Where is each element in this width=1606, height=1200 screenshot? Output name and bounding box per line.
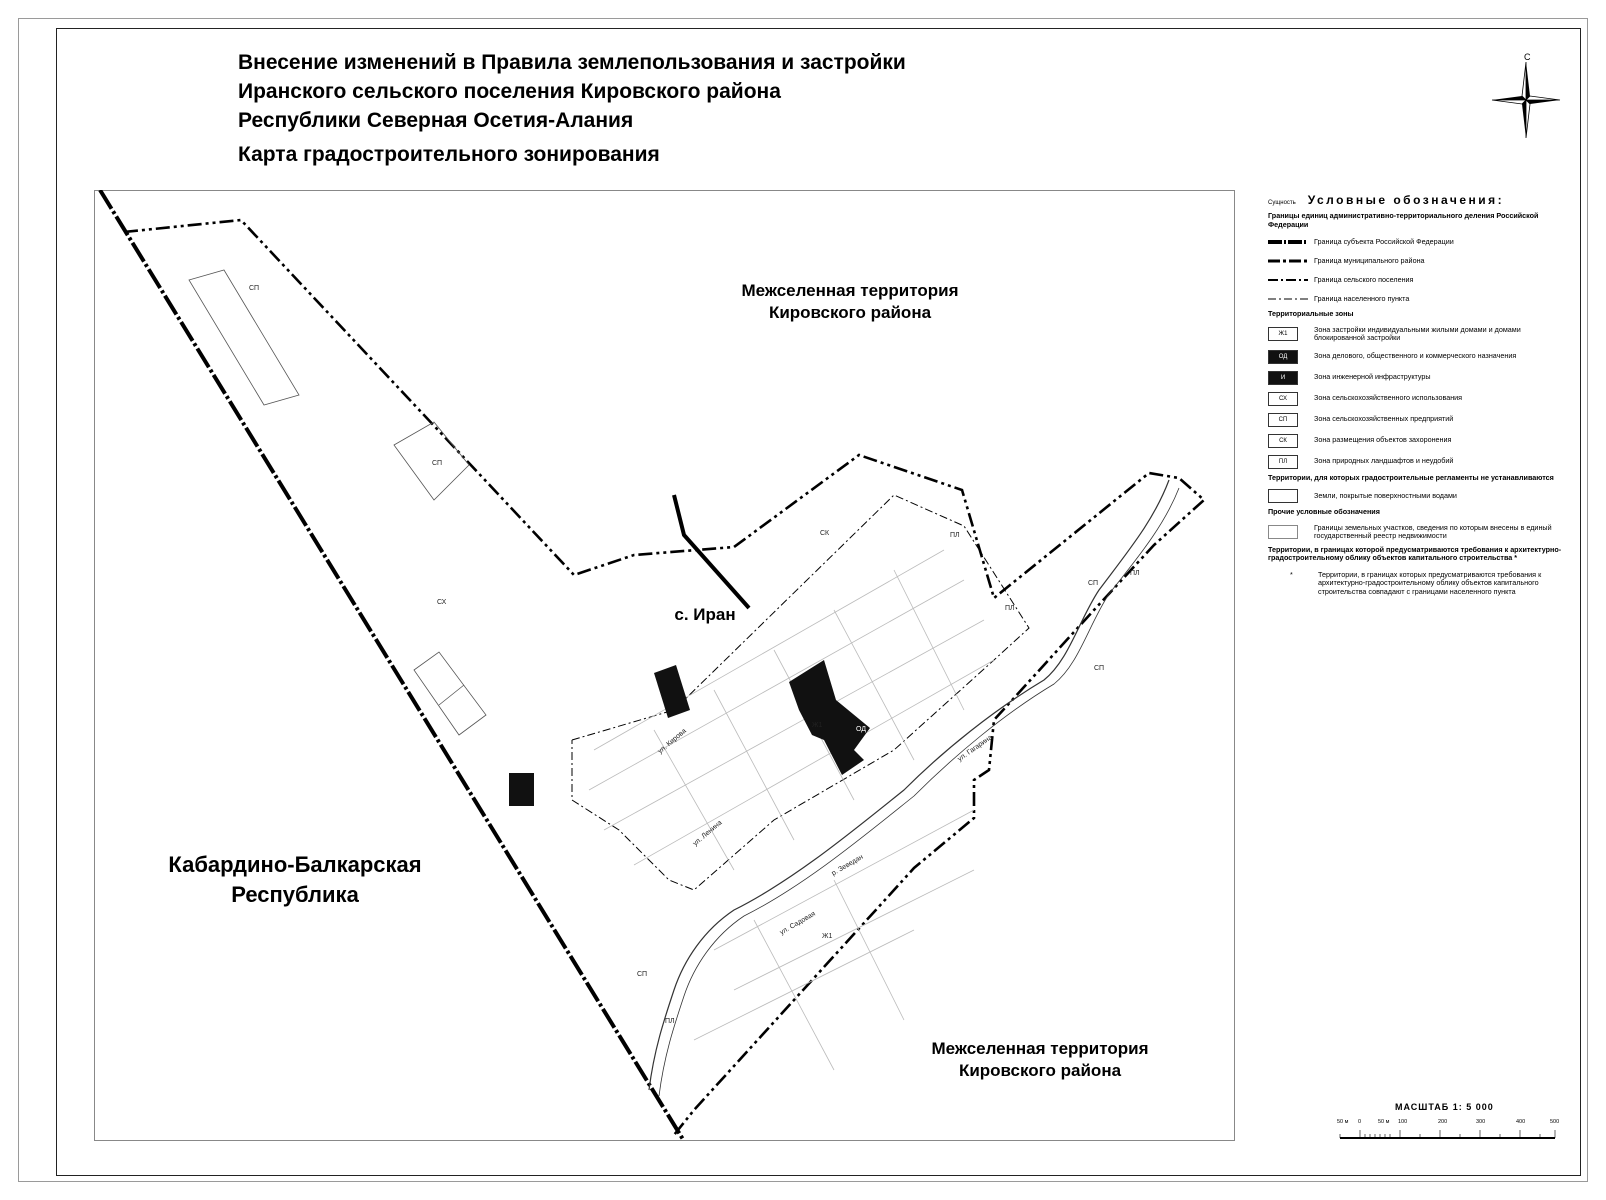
street-label: ул. Кирова [656, 727, 688, 756]
legend-row-zone [1268, 434, 1573, 448]
legend-section-arch: Территории, в границах которой предусматриваются требования к архитектурно-градостроительному облику объектов капитального строительства * [1268, 544, 1562, 562]
legend-section-admin: Границы единиц административно-территориального деления Российской Федерации [1268, 211, 1539, 229]
legend-corner: Сущность [1268, 200, 1296, 206]
map-subtitle: Карта градостроительного зонирования [238, 143, 660, 166]
zone-od-swatch: ОД [1268, 350, 1298, 364]
legend-row-parcels [1268, 524, 1573, 541]
zone-label-od: ОД [856, 726, 867, 733]
kbr-region-label [145, 850, 445, 910]
legend-row-zone [1268, 371, 1573, 385]
legend-label: Земли, покрытые поверхностными водами [1314, 490, 1457, 500]
legend-arch-note [1268, 571, 1573, 597]
zone-label-pl: ПЛ [665, 1018, 675, 1025]
zone-sh-swatch: СХ [1268, 392, 1298, 406]
zone-label-sk: СК [820, 530, 830, 537]
zone-label-sp: СП [1088, 580, 1099, 587]
zone-label-sh: СХ [437, 599, 447, 606]
legend-label: Зона застройки индивидуальными жилыми домами и домами блокированной застройки [1314, 324, 1521, 342]
street-label: ул. Гагарина [956, 734, 994, 763]
zone-pl-swatch: ПЛ [1268, 455, 1298, 469]
scale-tick-label: 200 [1438, 1119, 1448, 1125]
legend-row-locality [1268, 293, 1573, 305]
legend-row-rural-settlement [1268, 274, 1573, 286]
legend-section-noreg: Территории, для которых градостроительные регламенты не устанавливаются [1268, 472, 1554, 482]
scale-tick-label: 0 [1358, 1119, 1362, 1125]
district-boundary-icon [1268, 256, 1308, 266]
parcel-boundary-swatch [1268, 525, 1298, 539]
scale-tick-label: 50 м [1337, 1119, 1349, 1125]
scale-tick-label: 100 [1398, 1119, 1408, 1125]
scale-tick-label: 300 [1476, 1119, 1486, 1125]
zone-sk-swatch: СК [1268, 434, 1298, 448]
legend-row-district [1268, 255, 1573, 267]
zone-zh1-swatch: Ж1 [1268, 327, 1298, 341]
label-line: Межселенная территория [931, 1039, 1149, 1058]
scale-tick-label: 50 м [1378, 1119, 1390, 1125]
legend-section-zones: Территориальные зоны [1268, 309, 1354, 318]
water-swatch [1268, 489, 1298, 503]
legend-section-other: Прочие условные обозначения [1268, 507, 1380, 516]
legend-row-zone [1268, 413, 1573, 427]
legend-row-zone [1268, 350, 1573, 364]
label-line: Межселенная территория [741, 281, 959, 300]
compass-rose-icon [1490, 50, 1562, 140]
zone-label-od: ОД [690, 704, 701, 711]
legend-label: Зона размещения объектов захоронения [1314, 435, 1452, 445]
zone-label-pl: ПЛ [1005, 605, 1015, 612]
zone-label-zh1: Ж1 [812, 722, 823, 729]
legend-label: Граница сельского поселения [1314, 274, 1414, 284]
intersettlement-area-north [720, 280, 980, 324]
scale-title: МАСШТАБ 1: 5 000 [1395, 1102, 1494, 1112]
subject-boundary [100, 190, 684, 1141]
legend-header [1268, 193, 1573, 207]
road-segment [674, 495, 749, 608]
subject-boundary-icon [1268, 237, 1308, 247]
street-label: ул. Садовая [778, 910, 817, 937]
zone-label-sp: СП [249, 285, 260, 292]
legend-label: Зона природных ландшафтов и неудобий [1314, 456, 1454, 466]
zone-label-zh1: Ж1 [822, 933, 833, 940]
map-title [238, 48, 906, 135]
legend-row-water [1268, 489, 1573, 503]
legend-label: Граница муниципального района [1314, 255, 1425, 265]
village-label: с. Иран [674, 605, 736, 624]
label-line: Кировского района [958, 1061, 1122, 1080]
locality-boundary-icon [1268, 294, 1308, 304]
river-label: р. Зеведан [830, 853, 865, 878]
river [649, 480, 1169, 1090]
zone-label-sp: СП [1094, 665, 1105, 672]
legend-row-zone [1268, 392, 1573, 406]
legend-row-zone [1268, 326, 1573, 343]
legend-label: Зона сельскохозяйственных предприятий [1314, 414, 1454, 424]
scale-tick-label: 400 [1516, 1119, 1526, 1125]
label-line: Кировского района [768, 303, 932, 322]
zone-label-pl: ПЛ [1130, 570, 1140, 577]
legend-label: Зона сельскохозяйственного использования [1314, 393, 1463, 403]
legend-label: Граница субъекта Российской Федерации [1314, 236, 1454, 246]
title-line-3: Республики Северная Осетия-Алания [238, 109, 634, 132]
note-bullet: * [1290, 569, 1293, 579]
legend-title: Условные обозначения: [1307, 193, 1505, 207]
legend-label: Зона инженерной инфраструктуры [1314, 372, 1431, 382]
intersettlement-area-south [910, 1038, 1170, 1082]
legend-row-subject [1268, 236, 1573, 248]
label-line: Кабардино-Балкарская [168, 852, 422, 877]
rural-settlement-boundary-icon [1268, 275, 1308, 285]
note-text: Территории, в границах которых предусматриваются требования к архитектурно-градостроительному облику объектов капитального строительства совпадают с границами населенного пункта [1318, 569, 1542, 596]
zone-label-sp: СП [637, 971, 648, 978]
zone-i-swatch: И [1268, 371, 1298, 385]
title-line-1: Внесение изменений в Правила землепользования и застройки [238, 51, 906, 74]
scale-tick-label: 500 [1550, 1119, 1560, 1125]
map-legend [1268, 193, 1573, 596]
legend-label: Зона делового, общественного и коммерческого назначения [1314, 351, 1517, 361]
compass-north-label: С [1524, 52, 1531, 62]
legend-label: Граница населенного пункта [1314, 293, 1410, 303]
zone-label-i: И [533, 808, 539, 815]
label-line: Республика [231, 882, 359, 907]
legend-row-zone [1268, 455, 1573, 469]
street-label: ул. Ленина [691, 819, 724, 848]
legend-label: Границы земельных участков, сведения по которым внесены в единый государственный реестр недвижимости [1314, 522, 1552, 540]
zone-label-sp: СП [432, 460, 443, 467]
zoning-map [94, 190, 1235, 1141]
zone-sp-swatch: СП [1268, 413, 1298, 427]
zone-label-pl: ПЛ [950, 532, 960, 539]
title-line-2: Иранского сельского поселения Кировского района [238, 80, 781, 103]
